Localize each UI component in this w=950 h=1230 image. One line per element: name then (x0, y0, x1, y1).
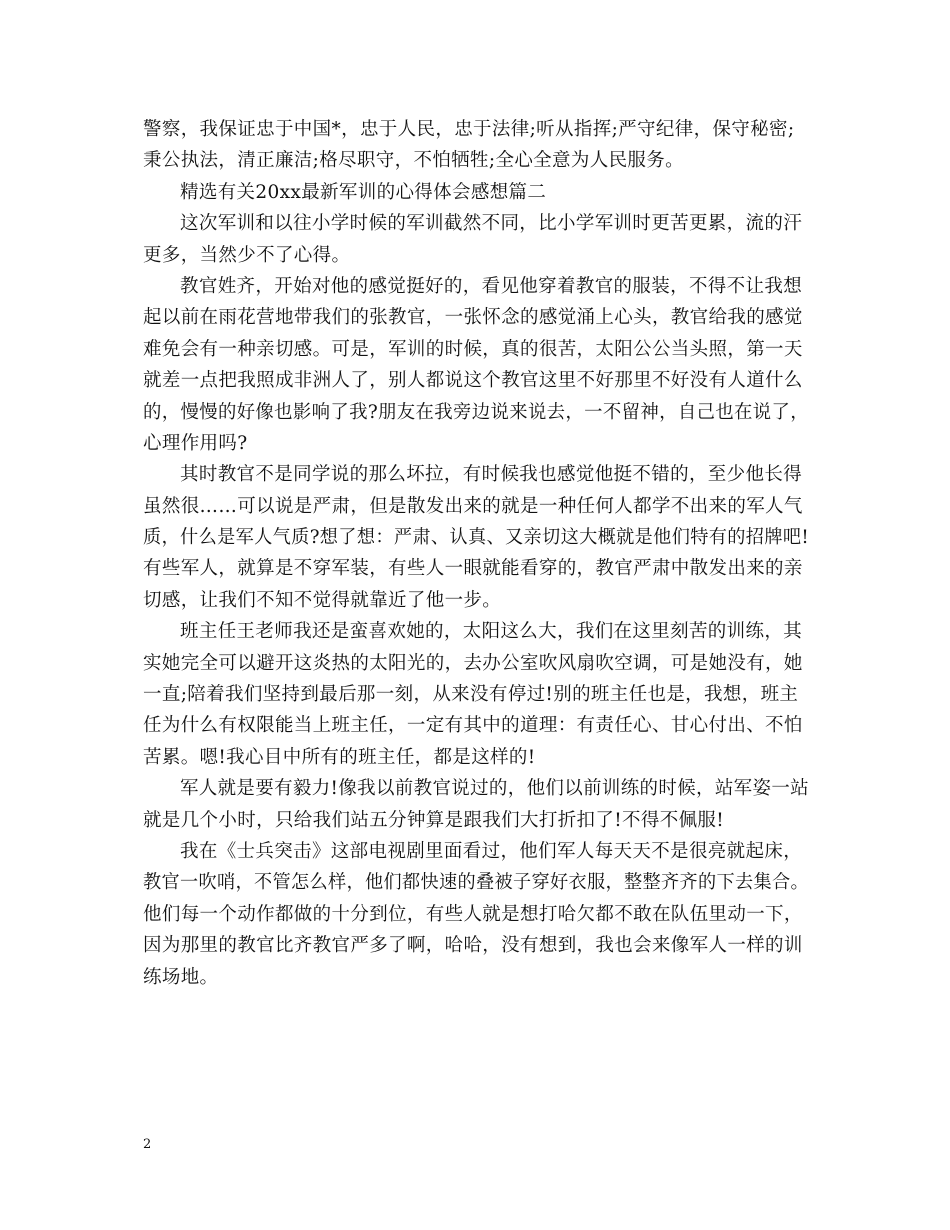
body-text (143, 114, 809, 993)
text-line: 心理作用吗? (143, 432, 248, 454)
text-line: 实她完全可以避开这炎热的太阳光的，去办公室吹风扇吹空调，可是她没有，她 (143, 652, 803, 674)
text-line: 就是几个小时，只给我们站五分钟算是跟我们大打折扣了!不得不佩服! (143, 809, 725, 831)
text-line: 因为那里的教官比齐教官严多了啊，哈哈，没有想到，我也会来像军人一样的训 (143, 935, 803, 957)
text-line: 班主任王老师我还是蛮喜欢她的，太阳这么大，我们在这里刻苦的训练，其 (180, 621, 803, 643)
text-line: 秉公执法，清正廉洁;格尽职守，不怕牺牲;全心全意为人民服务。 (143, 150, 684, 172)
text-line: 练场地。 (143, 966, 219, 988)
text-line: 质，什么是军人气质?想了想：严肃、认真、又亲切这大概就是他们特有的招牌吧! (143, 527, 810, 549)
text-line: 他们每一个动作都做的十分到位，有些人就是想打哈欠都不敢在队伍里动一下， (143, 903, 803, 925)
text-line: 难免会有一种亲切感。可是，军训的时候，真的很苦，太阳公公当头照，第一天 (143, 338, 803, 360)
text-line: 教官一吹哨，不管怎么样，他们都快速的叠被子穿好衣服，整整齐齐的下去集合。 (143, 872, 809, 894)
text-line: 的，慢慢的好像也影响了我?朋友在我旁边说来说去，一不留神，自己也在说了， (143, 401, 810, 423)
text-line: 切感，让我们不知不觉得就靠近了他一步。 (143, 589, 502, 611)
text-line: 我在《士兵突击》这部电视剧里面看过，他们军人每天天不是很亮就起床， (180, 840, 803, 862)
text-line: 军人就是要有毅力!像我以前教官说过的，他们以前训练的时候，站军姿一站 (179, 778, 809, 800)
text-line: 更多，当然少不了心得。 (143, 244, 351, 266)
text-line: 警察，我保证忠于中国*，忠于人民，忠于法律;听从指挥;严守纪律，保守秘密; (143, 119, 795, 140)
text-line: 精选有关20xx最新军训的心得体会感想篇二 (180, 181, 547, 203)
text-line: 这次军训和以往小学时候的军训截然不同，比小学军训时更苦更累，流的汗 (180, 213, 803, 235)
text-line: 苦累。嗯!我心目中所有的班主任，都是这样的! (143, 746, 536, 768)
text-line: 任为什么有权限能当上班主任，一定有其中的道理：有责任心、甘心付出、不怕 (143, 715, 803, 737)
text-line: 就差一点把我照成非洲人了，别人都说这个教官这里不好那里不好没有人道什么 (143, 370, 803, 392)
text-line: 其时教官不是同学说的那么坏拉，有时候我也感觉他挺不错的，至少他长得 (180, 464, 803, 486)
text-line: 起以前在雨花营地带我们的张教官，一张怀念的感觉涌上心头，教官给我的感觉 (143, 307, 803, 329)
text-line: 虽然很……可以说是严肃，但是散发出来的就是一种任何人都学不出来的军人气 (143, 495, 803, 517)
page-number: 2 (143, 1137, 152, 1152)
text-line: 有些军人，就算是不穿军装，有些人一眼就能看穿的，教官严肃中散发出来的亲 (143, 558, 803, 580)
text-line: 教官姓齐，开始对他的感觉挺好的，看见他穿着教官的服装，不得不让我想 (180, 275, 803, 297)
text-line: 一直;陪着我们坚持到最后那一刻，从来没有停过!别的班主任也是，我想，班主 (143, 684, 799, 706)
